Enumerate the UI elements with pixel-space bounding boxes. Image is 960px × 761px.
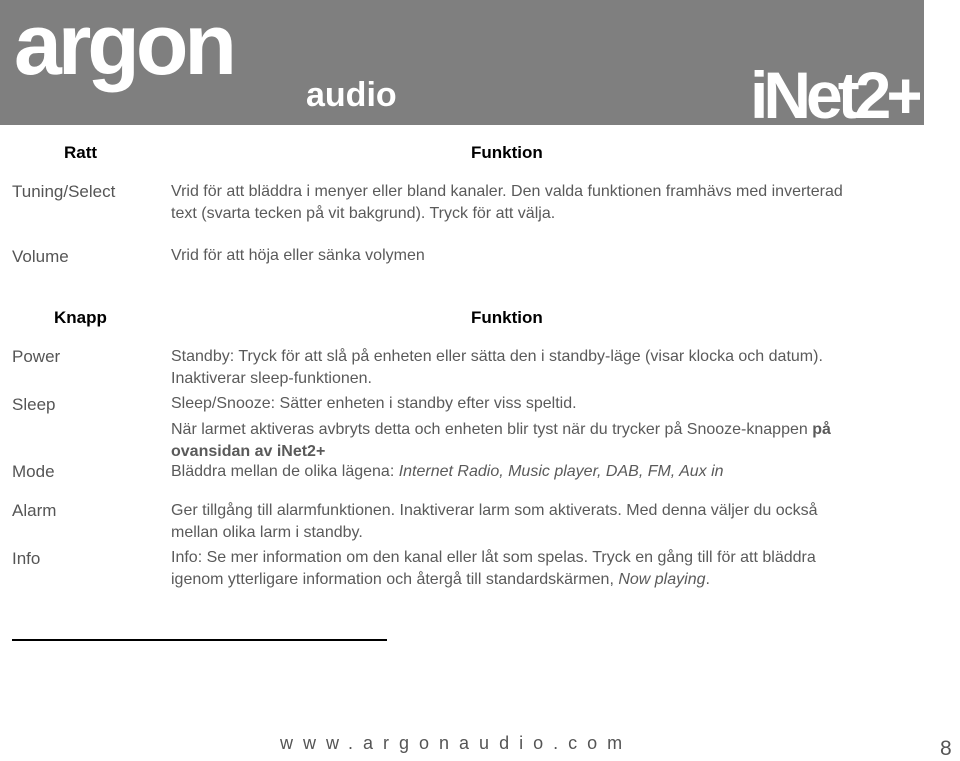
text-alarm: Ger tillgång till alarmfunktionen. Inaktiverar larm som aktiverats. Med denna väljer du också mellan olika larm i standby. [171,502,818,541]
table1-col2-header: Funktion [471,143,543,162]
label-sleep: Sleep [12,395,56,414]
text-mode-italic: Internet Radio, Music player, DAB, FM, Aux in [398,463,724,480]
text-mode [171,461,861,483]
website-url: www.argonaudio.com [280,733,633,753]
row-text-tuning: Vrid för att bläddra i menyer eller bland kanaler. Den valda funktionen framhävs med inverterad text (svarta tecken på vit bakgrund). Tryck för att välja. [171,183,843,222]
brand-sub: audio [306,76,397,114]
model-logo: iNet2+ [750,62,920,125]
text-info-end: . [705,571,710,588]
row-label-volume: Volume [12,247,69,266]
table1-col1-header: Ratt [64,143,98,162]
label-mode: Mode [12,462,55,481]
text-snooze-bold: på ovansidan av iNet2+ [171,421,831,460]
text-info-italic: Now playing [618,571,706,588]
header-banner [0,0,924,125]
label-power: Power [12,347,61,366]
label-info: Info [12,549,41,568]
page-number: 8 [940,737,952,760]
text-info [171,547,861,591]
text-sleep: Sleep/Snooze: Sätter enheten i standby efter viss speltid. [171,395,577,412]
label-alarm: Alarm [12,501,57,520]
text-power: Standby: Tryck för att slå på enheten eller sätta den i standby-läge (visar klocka och datum). Inaktiverar sleep-funktionen. [171,348,823,387]
row-text-volume: Vrid för att höja eller sänka volymen [171,247,425,264]
text-snooze-main: När larmet aktiveras avbryts detta och enheten blir tyst när du trycker på Snooze-knappen [171,421,813,438]
table2-col1-header: Knapp [54,308,107,327]
brand-logo: argon [14,0,233,93]
footer-rule [12,639,387,641]
text-info-main: Info: Se mer information om den kanal eller låt som spelas. Tryck en gång till för att bläddra igenom ytterligare information och återgå till standardskärmen, [171,549,816,588]
text-snooze [171,419,861,463]
row-label-tuning: Tuning/Select [12,182,116,201]
text-mode-main: Bläddra mellan de olika lägena: [171,463,399,480]
table2-col2-header: Funktion [471,308,543,327]
